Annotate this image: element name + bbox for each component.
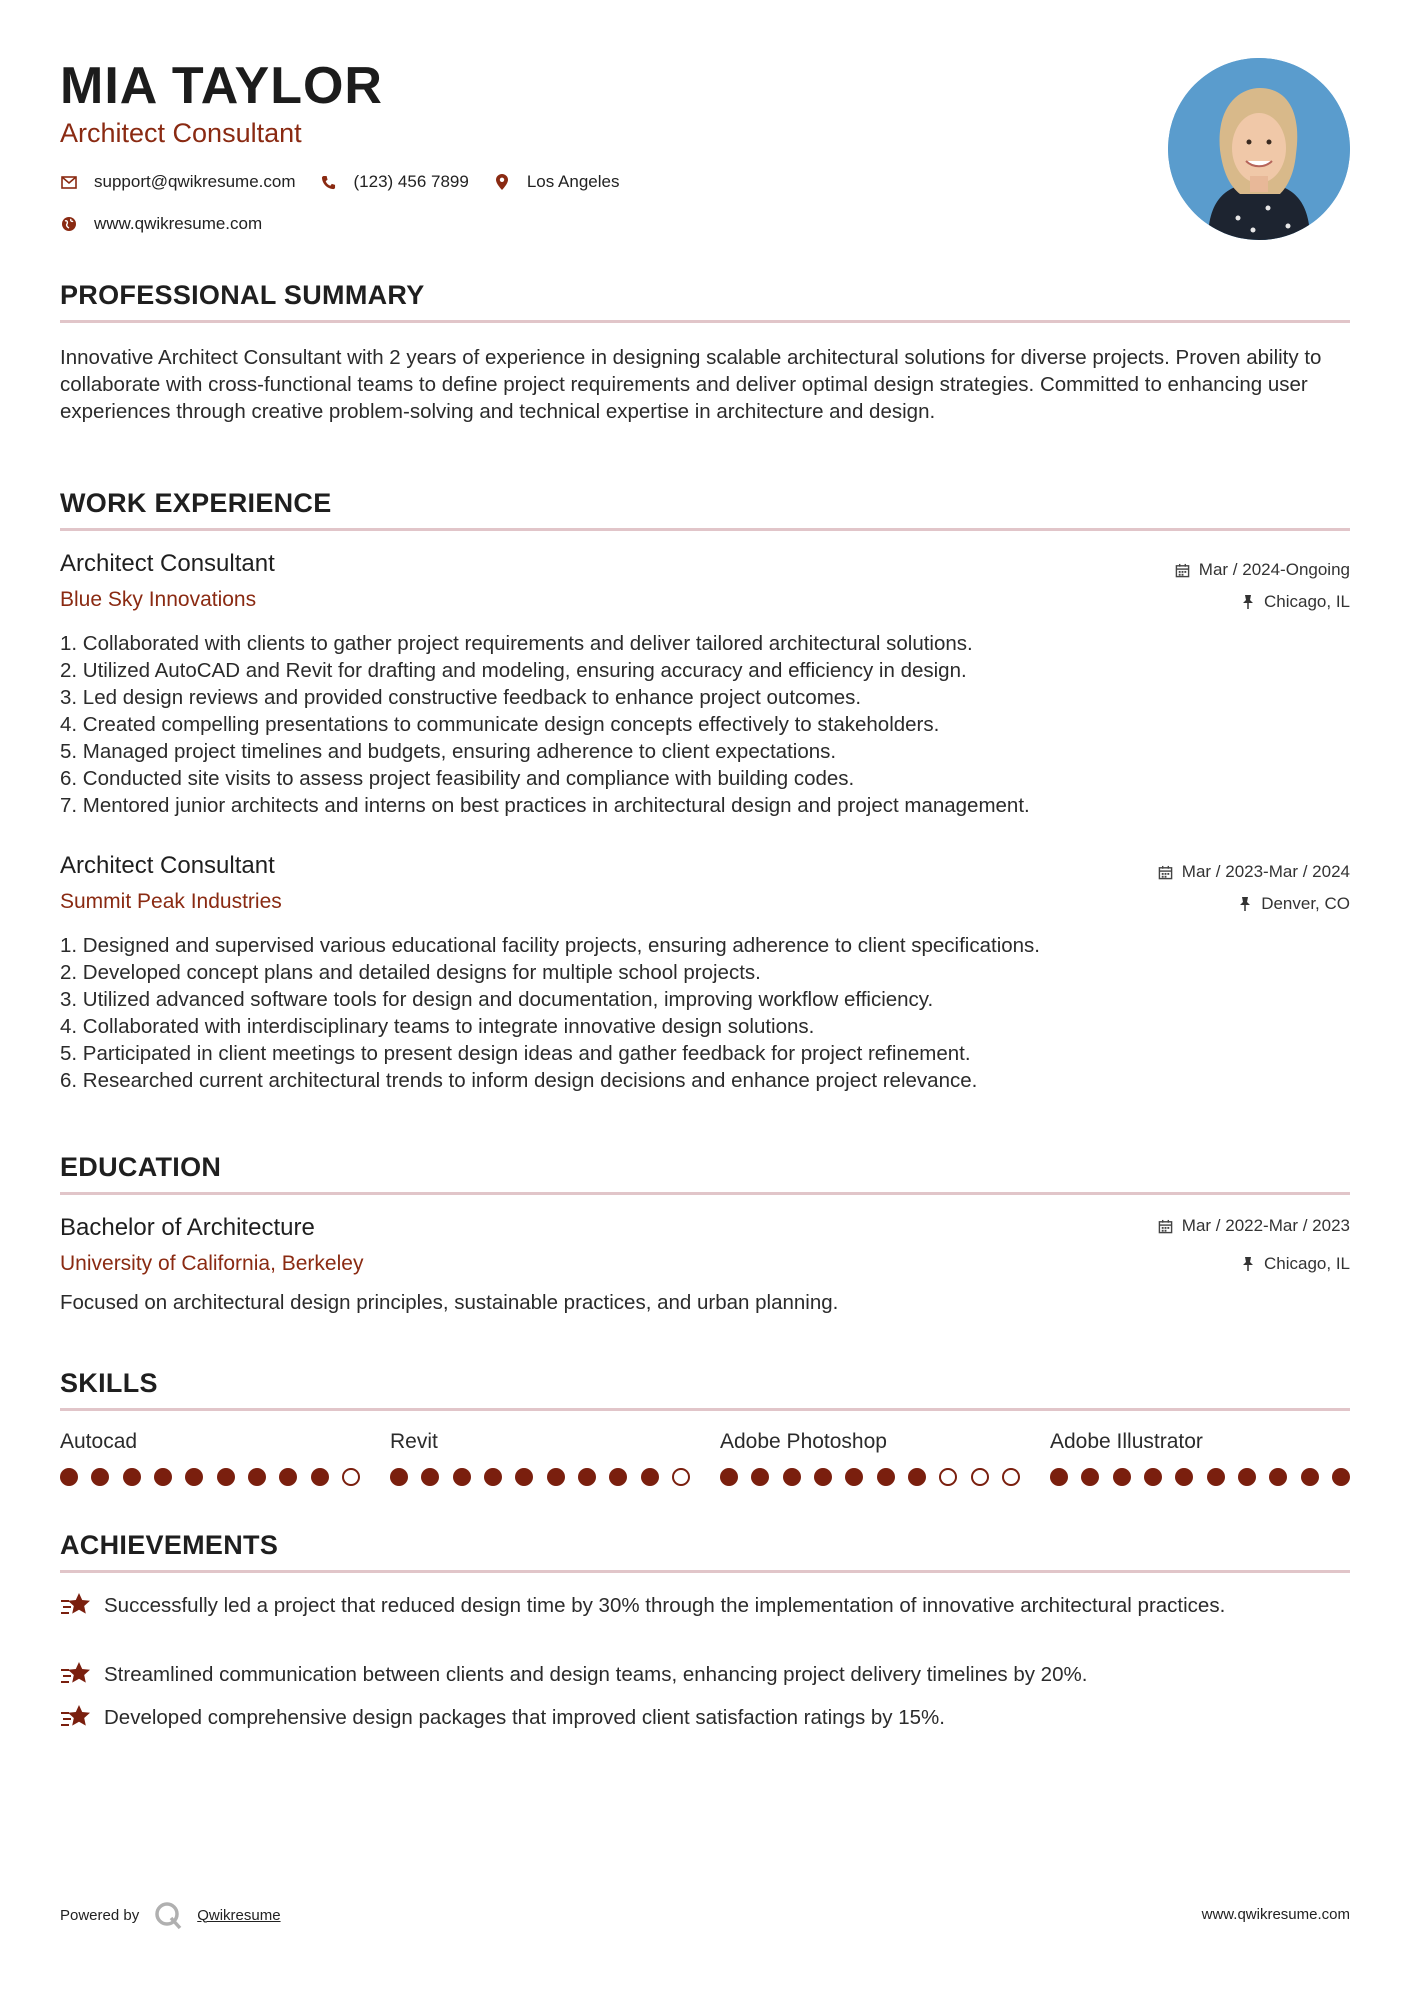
skill-item [390,1430,690,1486]
education-description: Focused on architectural design principles, sustainable practices, and urban planning. [60,1291,839,1314]
skill-dot-filled [248,1468,266,1486]
calendar-icon [1158,1218,1174,1234]
skill-dot-filled [783,1468,801,1486]
skill-dot-filled [1175,1468,1193,1486]
pushpin-icon [1240,1256,1256,1272]
qwikresume-logo-icon [153,1900,183,1930]
skill-dot-empty [672,1468,690,1486]
skill-dot-filled [279,1468,297,1486]
education-location-text: Chicago, IL [1264,1254,1350,1273]
experience-divider [60,528,1350,531]
skill-dot-filled [1113,1468,1131,1486]
footer-url[interactable]: www.qwikresume.com [1201,1906,1350,1923]
skill-dot-filled [185,1468,203,1486]
list-item: 5. Participated in client meetings to present design ideas and gather feedback for project refinement. [60,1042,971,1065]
calendar-icon [1175,562,1191,578]
job-location [1240,592,1350,612]
footer-powered-by [60,1900,281,1930]
education-location [1240,1254,1350,1274]
pushpin-icon [1237,896,1253,912]
contact-phone[interactable] [320,172,469,192]
achievement-text: Successfully led a project that reduced design time by 30% through the implementation of innovative architectural practices. [104,1594,1226,1617]
skill-dot-filled [908,1468,926,1486]
skill-dot-filled [1207,1468,1225,1486]
achievement-text: Developed comprehensive design packages that improved client satisfaction ratings by 15%. [104,1706,945,1729]
skill-name: Adobe Photoshop [720,1430,887,1453]
skill-dot-filled [1144,1468,1162,1486]
skill-dot-filled [1301,1468,1319,1486]
skill-dot-filled [641,1468,659,1486]
profile-photo-illustration [1168,58,1350,240]
education-dates-text: Mar / 2022-Mar / 2023 [1181,1216,1350,1235]
job-dates [1158,862,1350,882]
skill-dot-filled [547,1468,565,1486]
phone-text: (123) 456 7899 [353,172,469,191]
skill-dot-filled [720,1468,738,1486]
job-location-text: Chicago, IL [1264,592,1350,611]
globe-icon [60,215,78,233]
skill-dot-filled [453,1468,471,1486]
achievements-divider [60,1570,1350,1573]
skill-rating [1050,1468,1350,1486]
skill-dot-filled [845,1468,863,1486]
skill-dot-filled [1050,1468,1068,1486]
education-divider [60,1192,1350,1195]
skill-dot-filled [515,1468,533,1486]
skill-dot-filled [154,1468,172,1486]
experience-heading: WORK EXPERIENCE [60,488,332,518]
education-heading: EDUCATION [60,1152,222,1182]
summary-divider [60,320,1350,323]
skill-dot-filled [1269,1468,1287,1486]
location-text: Los Angeles [526,172,620,191]
skill-dot-filled [578,1468,596,1486]
contact-email[interactable] [60,172,296,192]
qwikresume-link[interactable]: Qwikresume [197,1906,281,1924]
skill-dot-filled [60,1468,78,1486]
pushpin-icon [1240,594,1256,610]
skill-dot-filled [311,1468,329,1486]
skill-dot-filled [390,1468,408,1486]
location-pin-icon [493,173,511,191]
skill-name: Autocad [60,1430,138,1453]
powered-by-label: Powered by [60,1906,140,1924]
list-item: 5. Managed project timelines and budgets, ensuring adherence to client expectations. [60,740,837,763]
list-item: 7. Mentored junior architects and interns on best practices in architectural design and project management. [60,794,1030,817]
skill-dot-filled [877,1468,895,1486]
skill-dot-filled [217,1468,235,1486]
email-text: support@qwikresume.com [94,172,296,191]
skill-dot-empty [342,1468,360,1486]
contact-row-2 [60,214,286,234]
list-item: 1. Designed and supervised various educational facility projects, ensuring adherence to client specifications. [60,934,1041,957]
list-item: 2. Utilized AutoCAD and Revit for drafting and modeling, ensuring accuracy and efficiency in design. [60,659,967,682]
job-title: Architect Consultant [60,852,275,879]
list-item: 4. Collaborated with interdisciplinary teams to integrate innovative design solutions. [60,1015,815,1038]
education-degree: Bachelor of Architecture [60,1214,315,1241]
skill-dot-filled [751,1468,769,1486]
skill-dot-filled [814,1468,832,1486]
list-item: 6. Conducted site visits to assess project feasibility and compliance with building codes. [60,767,855,790]
skill-dot-filled [609,1468,627,1486]
job-title: Architect Consultant [60,550,275,577]
skill-dot-filled [91,1468,109,1486]
star-award-icon [60,1702,92,1732]
star-award-icon [60,1590,92,1620]
achievement-text: Streamlined communication between clients and design teams, enhancing project delivery timelines by 20%. [104,1663,1088,1686]
skill-dot-empty [1002,1468,1020,1486]
summary-heading: PROFESSIONAL SUMMARY [60,280,425,310]
list-item: 6. Researched current architectural trends to inform design decisions and enhance project relevance. [60,1069,978,1092]
job-company: Blue Sky Innovations [60,588,257,611]
achievement-item [60,1704,1350,1732]
education-dates [1158,1216,1350,1236]
skill-dot-filled [484,1468,502,1486]
resume-page [60,0,1350,1990]
job-dates [1175,560,1350,580]
skills-divider [60,1408,1350,1411]
job-location-text: Denver, CO [1261,894,1350,913]
star-award-icon [60,1659,92,1689]
candidate-name: MIA TAYLOR [60,57,383,115]
list-item: 3. Led design reviews and provided constructive feedback to enhance project outcomes. [60,686,862,709]
achievement-item [60,1592,1350,1620]
skill-name: Adobe Illustrator [1050,1430,1203,1453]
profile-photo [1168,58,1350,240]
mail-icon [60,173,78,191]
summary-text: Innovative Architect Consultant with 2 years of experience in designing scalable architectural solutions for diverse projects. Proven ability to collaborate with cross-functional teams to define project requirements and deliver optimal design strategies. Committed to enhancing user experiences through creative problem-solving and technical expertise in architecture and design. [60,346,1322,423]
website-text: www.qwikresume.com [94,214,263,233]
phone-icon [320,173,338,191]
job-bullets [60,630,1350,819]
education-school: University of California, Berkeley [60,1252,364,1275]
skill-rating [720,1468,1020,1486]
skill-item [720,1430,1020,1486]
skill-name: Revit [390,1430,438,1453]
list-item: 3. Utilized advanced software tools for design and documentation, improving workflow efficiency. [60,988,934,1011]
skill-dot-filled [1238,1468,1256,1486]
skill-rating [60,1468,360,1486]
job-company: Summit Peak Industries [60,890,282,913]
contact-website[interactable] [60,214,262,234]
job-dates-text: Mar / 2024-Ongoing [1198,560,1350,579]
calendar-icon [1158,864,1174,880]
skill-item [1050,1430,1350,1486]
skill-dot-filled [1081,1468,1099,1486]
contact-location [493,172,620,192]
job-dates-text: Mar / 2023-Mar / 2024 [1181,862,1350,881]
skill-dot-empty [939,1468,957,1486]
list-item: 2. Developed concept plans and detailed designs for multiple school projects. [60,961,761,984]
achievements-heading: ACHIEVEMENTS [60,1530,279,1560]
candidate-role: Architect Consultant [60,118,302,148]
skills-heading: SKILLS [60,1368,158,1398]
job-location [1237,894,1350,914]
achievement-item [60,1661,1350,1689]
skill-item [60,1430,360,1486]
contact-row-1 [60,172,643,192]
list-item: 1. Collaborated with clients to gather project requirements and deliver tailored architectural solutions. [60,632,973,655]
job-bullets [60,932,1350,1094]
skill-rating [390,1468,690,1486]
list-item: 4. Created compelling presentations to communicate design concepts effectively to stakeholders. [60,713,940,736]
skill-dot-filled [1332,1468,1350,1486]
skill-dot-empty [971,1468,989,1486]
skill-dot-filled [421,1468,439,1486]
skill-dot-filled [123,1468,141,1486]
